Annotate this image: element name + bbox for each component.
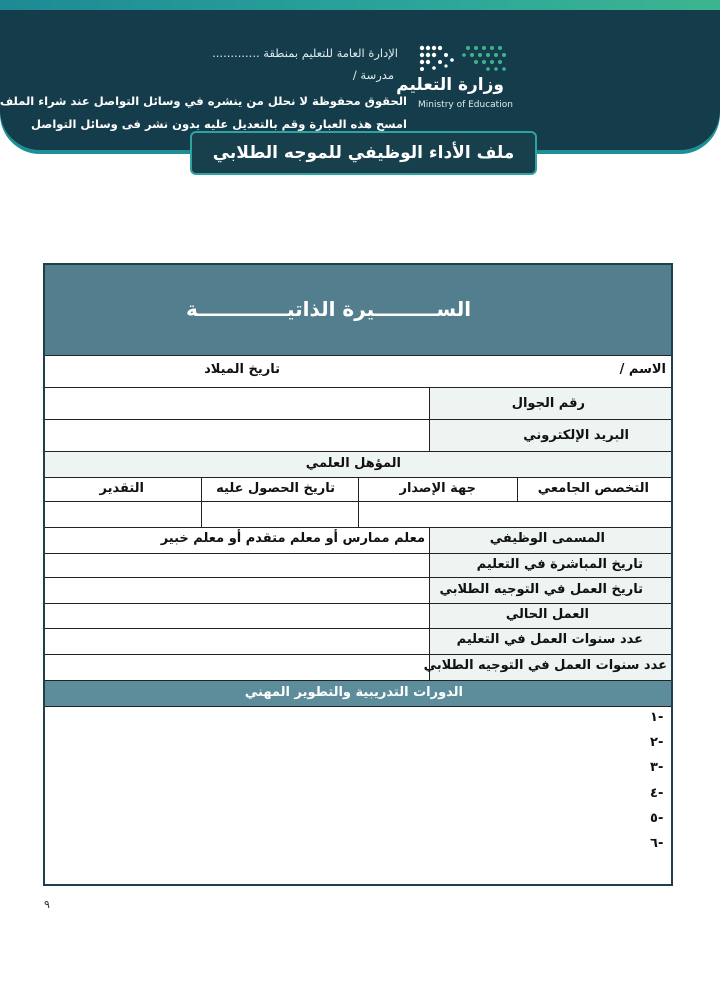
mobile-label: رقم الجوال — [511, 396, 585, 411]
ministry-logo — [396, 43, 513, 113]
course-number: -٢ — [650, 735, 664, 750]
cv-title: الســـــــــيرة الذاتيـــــــــــــة — [186, 297, 472, 321]
course-number: -٦ — [650, 836, 664, 851]
job-title-value: معلم ممارس أو معلم متقدم أو معلم خبير — [160, 531, 425, 546]
page-number: ٩ — [44, 898, 50, 911]
qualification-label: المؤهل العلمي — [305, 456, 401, 471]
birth-date-label: تاريخ الميلاد — [204, 362, 280, 377]
qualification-col-issuer: جهة الإصدار — [399, 481, 476, 496]
courses-header — [45, 681, 671, 706]
row-divider — [45, 451, 671, 452]
row-divider — [45, 419, 671, 420]
guidance-years-label: عدد سنوات العمل في التوجيه الطلابي — [423, 658, 667, 673]
row-divider — [45, 355, 671, 356]
column-divider — [517, 478, 518, 501]
row-divider — [45, 706, 671, 707]
directorate-text: الإدارة العامة للتعليم بمنطقة ............. — [212, 46, 398, 60]
course-number: -٤ — [650, 786, 664, 801]
guidance-start-date-label: تاريخ العمل في التوجيه الطلابي — [439, 582, 643, 597]
job-title-label: المسمى الوظيفي — [489, 531, 605, 546]
column-divider — [201, 478, 202, 527]
row-divider — [45, 387, 671, 388]
ministry-name-arabic: وزارة التعليم — [396, 75, 504, 95]
row-divider — [45, 577, 671, 578]
ministry-name-english: Ministry of Education — [418, 100, 513, 110]
ministry-logo-dots-icon — [418, 43, 510, 73]
row-divider — [45, 553, 671, 554]
teaching-years-label: عدد سنوات العمل في التعليم — [456, 632, 643, 647]
email-label: البريد الإلكتروني — [523, 428, 629, 443]
qualification-col-grade: التقدير — [99, 481, 144, 496]
column-divider — [358, 478, 359, 527]
current-work-label: العمل الحالي — [505, 607, 589, 622]
rights-notice-line2: امسح هذه العبارة وقم بالتعديل عليه بدون نشر فى وسائل التواصل — [30, 117, 407, 131]
row-divider — [45, 527, 671, 528]
document-title: ملف الأداء الوظيفي للموجه الطلابي — [190, 131, 537, 175]
name-label: الاسم / — [619, 362, 666, 377]
top-accent-bar — [0, 0, 720, 10]
school-text: مدرسة / — [352, 68, 394, 82]
course-number: -١ — [650, 710, 664, 725]
qualification-col-major: التخصص الجامعي — [537, 481, 649, 496]
courses-title: الدورات التدريبية والتطوير المهني — [244, 685, 463, 700]
rights-notice-line1: الحقوق محفوظة لا نحلل من ينشره في وسائل التواصل عند شراء الملف — [0, 94, 407, 108]
row-divider — [45, 628, 671, 629]
course-number: -٣ — [650, 760, 664, 775]
start-teaching-date-label: تاريخ المباشرة في التعليم — [476, 557, 643, 572]
qualification-col-date: تاريخ الحصول عليه — [216, 481, 335, 496]
row-divider — [45, 654, 671, 655]
column-divider — [429, 388, 430, 452]
course-number: -٥ — [650, 811, 664, 826]
row-divider — [45, 603, 671, 604]
